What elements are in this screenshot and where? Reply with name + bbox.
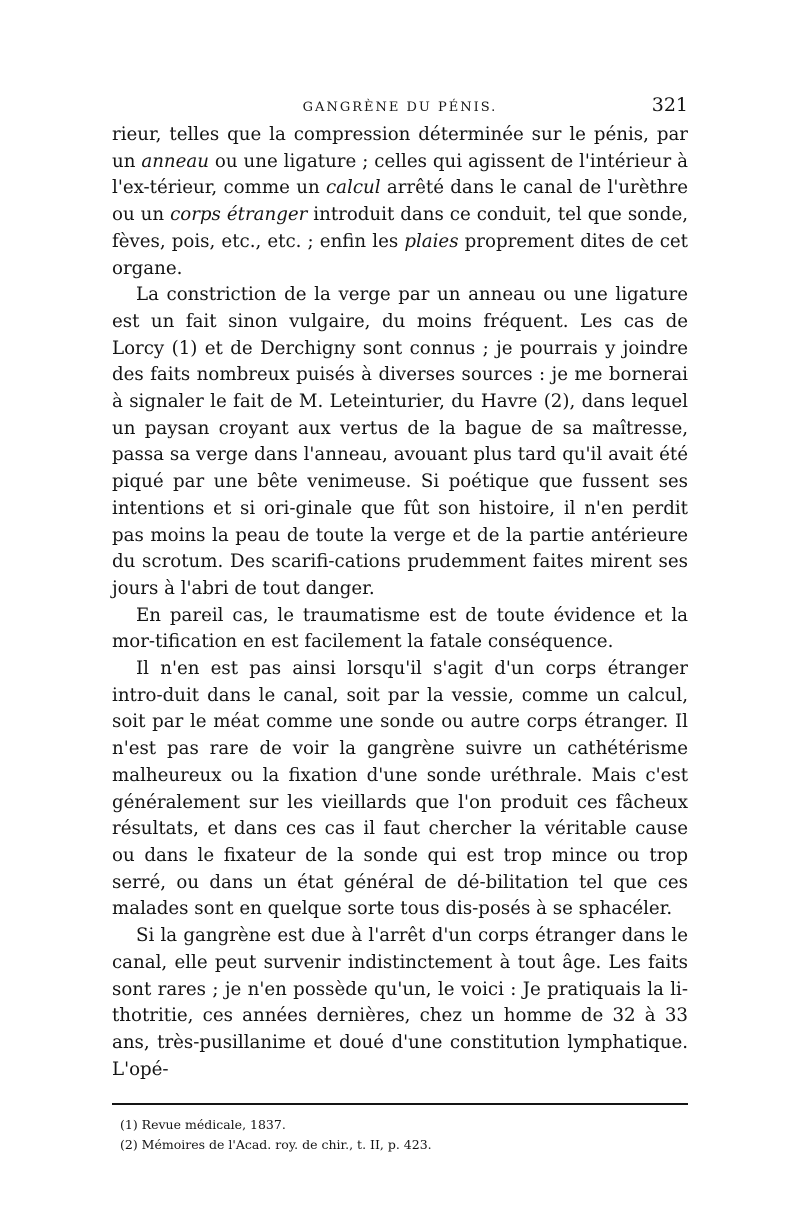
italic-term: anneau	[141, 150, 209, 172]
text-run: introduit dans ce conduit, tel que sonde, fèves, pois, etc., etc. ; enfin les	[112, 204, 688, 252]
running-title: GANGRÈNE DU PÉNIS.	[302, 100, 498, 115]
footnote-rule	[112, 1103, 688, 1105]
text-run: Si la gangrène est due à l'arrêt d'un corps étranger dans le canal, elle peut survenir indistinctement à tout âge. Les faits sont rares ; je n'en possède qu'un, le voici : Je pratiquais la li-thotritie, ces années dernières, chez un homme de 32 à 33 ans, très-pusillanime et doué d'une constitution lymphatique. L'opé-	[112, 925, 688, 1080]
text-run: La constriction de la verge par un anneau ou une ligature est un fait sinon vulgaire, du moins fréquent. Les cas de Lorcy (1) et de Derchigny sont connus ; je pourrais y joindre des faits nombreux puisés à diverses sources : je me bornerai à signaler le fait de M. Leteinturier, du Havre (2), dans lequel un paysan croyant aux vertus de la bague de sa maîtresse, passa sa verge dans l'anneau, avouant plus tard qu'il avait été piqué par une bête venimeuse. Si poétique que fussent ses intentions et si ori-ginale que fût son histoire, il n'en perdit pas moins la peau de toute la verge et de la partie antérieure du scrotum. Des scarifi-cations prudemment faites mirent ses jours à l'abri de tout danger.	[112, 284, 688, 599]
footnote-2: (2) Mémoires de l'Acad. roy. de chir., t. II, p. 423.	[120, 1137, 432, 1153]
paragraph	[112, 122, 688, 282]
text-run: ou une ligature ; celles qui agissent de l'intérieur à l'ex-térieur, comme un	[112, 150, 688, 199]
text-run: arrêté dans le canal de l'urèthre ou un	[112, 177, 688, 226]
footnotes	[112, 1115, 688, 1155]
paragraph	[112, 282, 688, 602]
book-page	[112, 92, 688, 1155]
italic-term: plaies	[404, 230, 459, 252]
paragraph	[112, 923, 688, 1083]
paragraph	[112, 603, 688, 656]
text-run: En pareil cas, le traumatisme est de toute évidence et la mor-tification en est facilement la fatale conséquence.	[112, 604, 688, 653]
text-run: proprement dites de cet organe.	[112, 230, 688, 279]
footnote-1: (1) Revue médicale, 1837.	[120, 1117, 286, 1133]
page-number: 321	[651, 94, 688, 116]
text-run: rieur, telles que la compression déterminée sur le pénis, par un	[112, 124, 688, 172]
italic-term: calcul	[326, 177, 381, 199]
italic-term: corps étranger	[170, 204, 308, 226]
paragraph	[112, 656, 688, 923]
body-text	[112, 122, 688, 1083]
text-run: Il n'en est pas ainsi lorsqu'il s'agit d'un corps étranger intro-duit dans le canal, soit par la vessie, comme un calcul, soit par le méat comme une sonde ou autre corps étranger. Il n'est pas rare de voir la gangrène suivre un cathétérisme malheureux ou la fixation d'une sonde uréthrale. Mais c'est généralement sur les vieillards que l'on produit ces fâcheux résultats, et dans ces cas il faut chercher la véritable cause ou dans le fixateur de la sonde qui est trop mince ou trop serré, ou dans un état général de dé-bilitation tel que ces malades sont en quelque sorte tous dis-posés à se sphacéler.	[112, 658, 688, 920]
running-head	[112, 92, 688, 122]
